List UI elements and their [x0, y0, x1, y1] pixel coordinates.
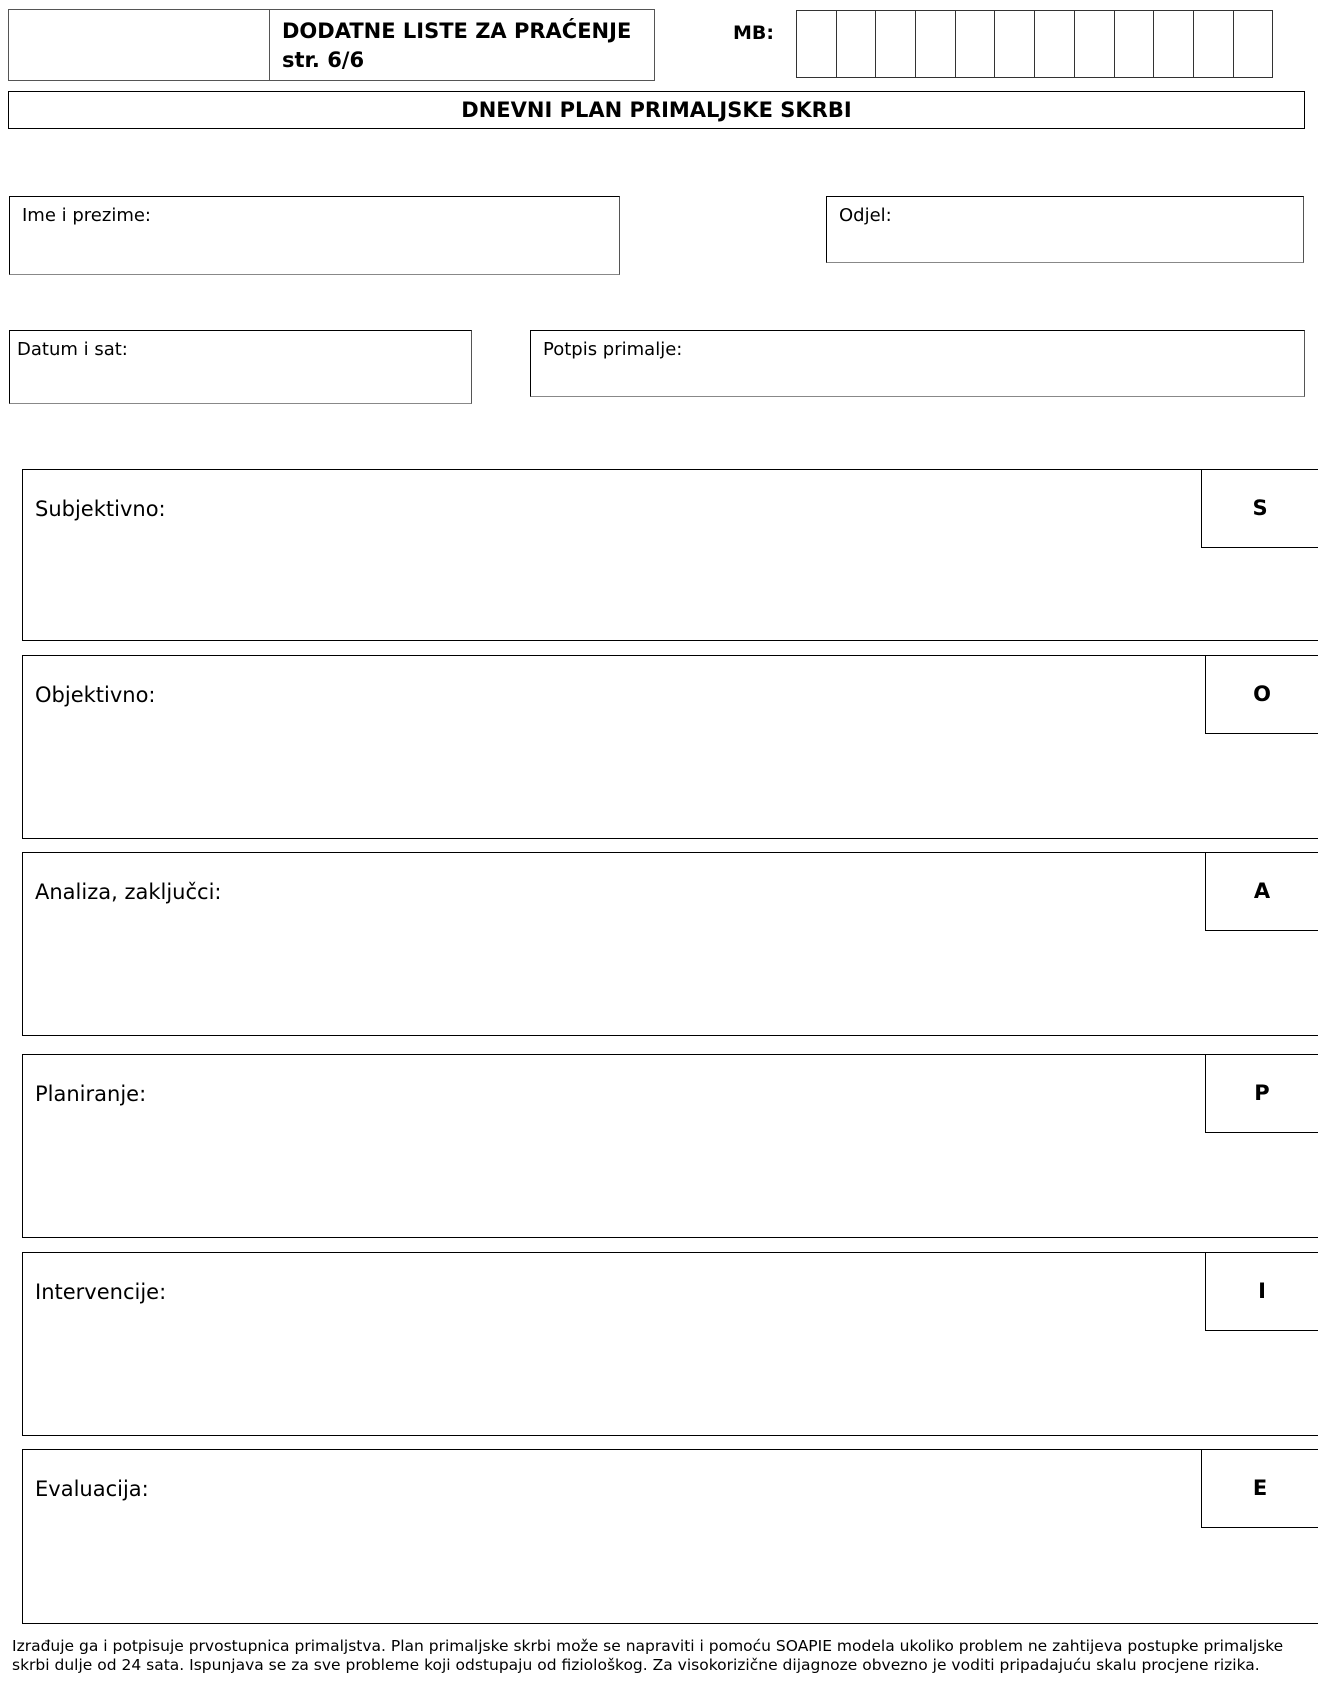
section-label: Analiza, zaključci:: [35, 880, 222, 904]
page-title: DNEVNI PLAN PRIMALJSKE SKRBI: [8, 91, 1305, 129]
section-letter: O: [1205, 655, 1318, 734]
section-objective[interactable]: [22, 655, 1318, 839]
date-time-field[interactable]: [9, 330, 472, 404]
header-title-line2: str. 6/6: [282, 48, 365, 72]
section-label: Intervencije:: [35, 1280, 167, 1304]
section-letter: S: [1201, 469, 1318, 548]
section-label: Objektivno:: [35, 683, 156, 707]
mb-digit-cell[interactable]: [1153, 10, 1194, 78]
section-analysis[interactable]: [22, 852, 1318, 1036]
name-field-label: Ime i prezime:: [22, 205, 151, 226]
mb-digit-cell[interactable]: [875, 10, 916, 78]
mb-digit-cell[interactable]: [1193, 10, 1234, 78]
midwife-signature-field[interactable]: [530, 330, 1305, 397]
midwife-signature-field-label: Potpis primalje:: [543, 339, 683, 360]
mb-digit-cell[interactable]: [836, 10, 877, 78]
mb-digit-cell[interactable]: [994, 10, 1035, 78]
mb-digit-cell[interactable]: [915, 10, 956, 78]
department-field[interactable]: [826, 196, 1304, 263]
header-logo-area: [8, 9, 270, 81]
mb-digit-cell[interactable]: [796, 10, 837, 78]
mb-digit-cell[interactable]: [955, 10, 996, 78]
department-field-label: Odjel:: [839, 205, 892, 226]
header-title-line1: DODATNE LISTE ZA PRAĆENJE: [282, 19, 632, 43]
header-title: [269, 9, 655, 81]
mb-label: MB:: [733, 22, 774, 44]
section-label: Subjektivno:: [35, 497, 166, 521]
footer-note: Izrađuje ga i potpisuje prvostupnica primaljstva. Plan primaljske skrbi može se napraviti i pomoću SOAPIE modela ukoliko problem ne zahtijeva postupke primaljske skrbi dulje od 24 sata. Ispunjava se za sve probleme koji odstupaju od fiziološkog. Za visokorizične dijagnoze obvezno je voditi pripadajuću skalu procjene rizika.: [12, 1637, 1284, 1674]
mb-digit-cell[interactable]: [1074, 10, 1115, 78]
mb-digit-cell[interactable]: [1233, 10, 1274, 78]
section-letter: A: [1205, 852, 1318, 931]
section-interventions[interactable]: [22, 1252, 1318, 1436]
section-letter: I: [1205, 1252, 1318, 1331]
section-planning[interactable]: [22, 1054, 1318, 1238]
section-subjective[interactable]: [22, 469, 1318, 641]
mb-input-grid: [797, 10, 1273, 78]
section-letter: P: [1205, 1054, 1318, 1133]
section-evaluation[interactable]: [22, 1449, 1318, 1624]
name-field[interactable]: [9, 196, 620, 275]
section-label: Evaluacija:: [35, 1477, 149, 1501]
mb-digit-cell[interactable]: [1114, 10, 1155, 78]
section-label: Planiranje:: [35, 1082, 147, 1106]
section-letter: E: [1201, 1449, 1318, 1528]
mb-digit-cell[interactable]: [1034, 10, 1075, 78]
date-time-field-label: Datum i sat:: [17, 339, 128, 360]
